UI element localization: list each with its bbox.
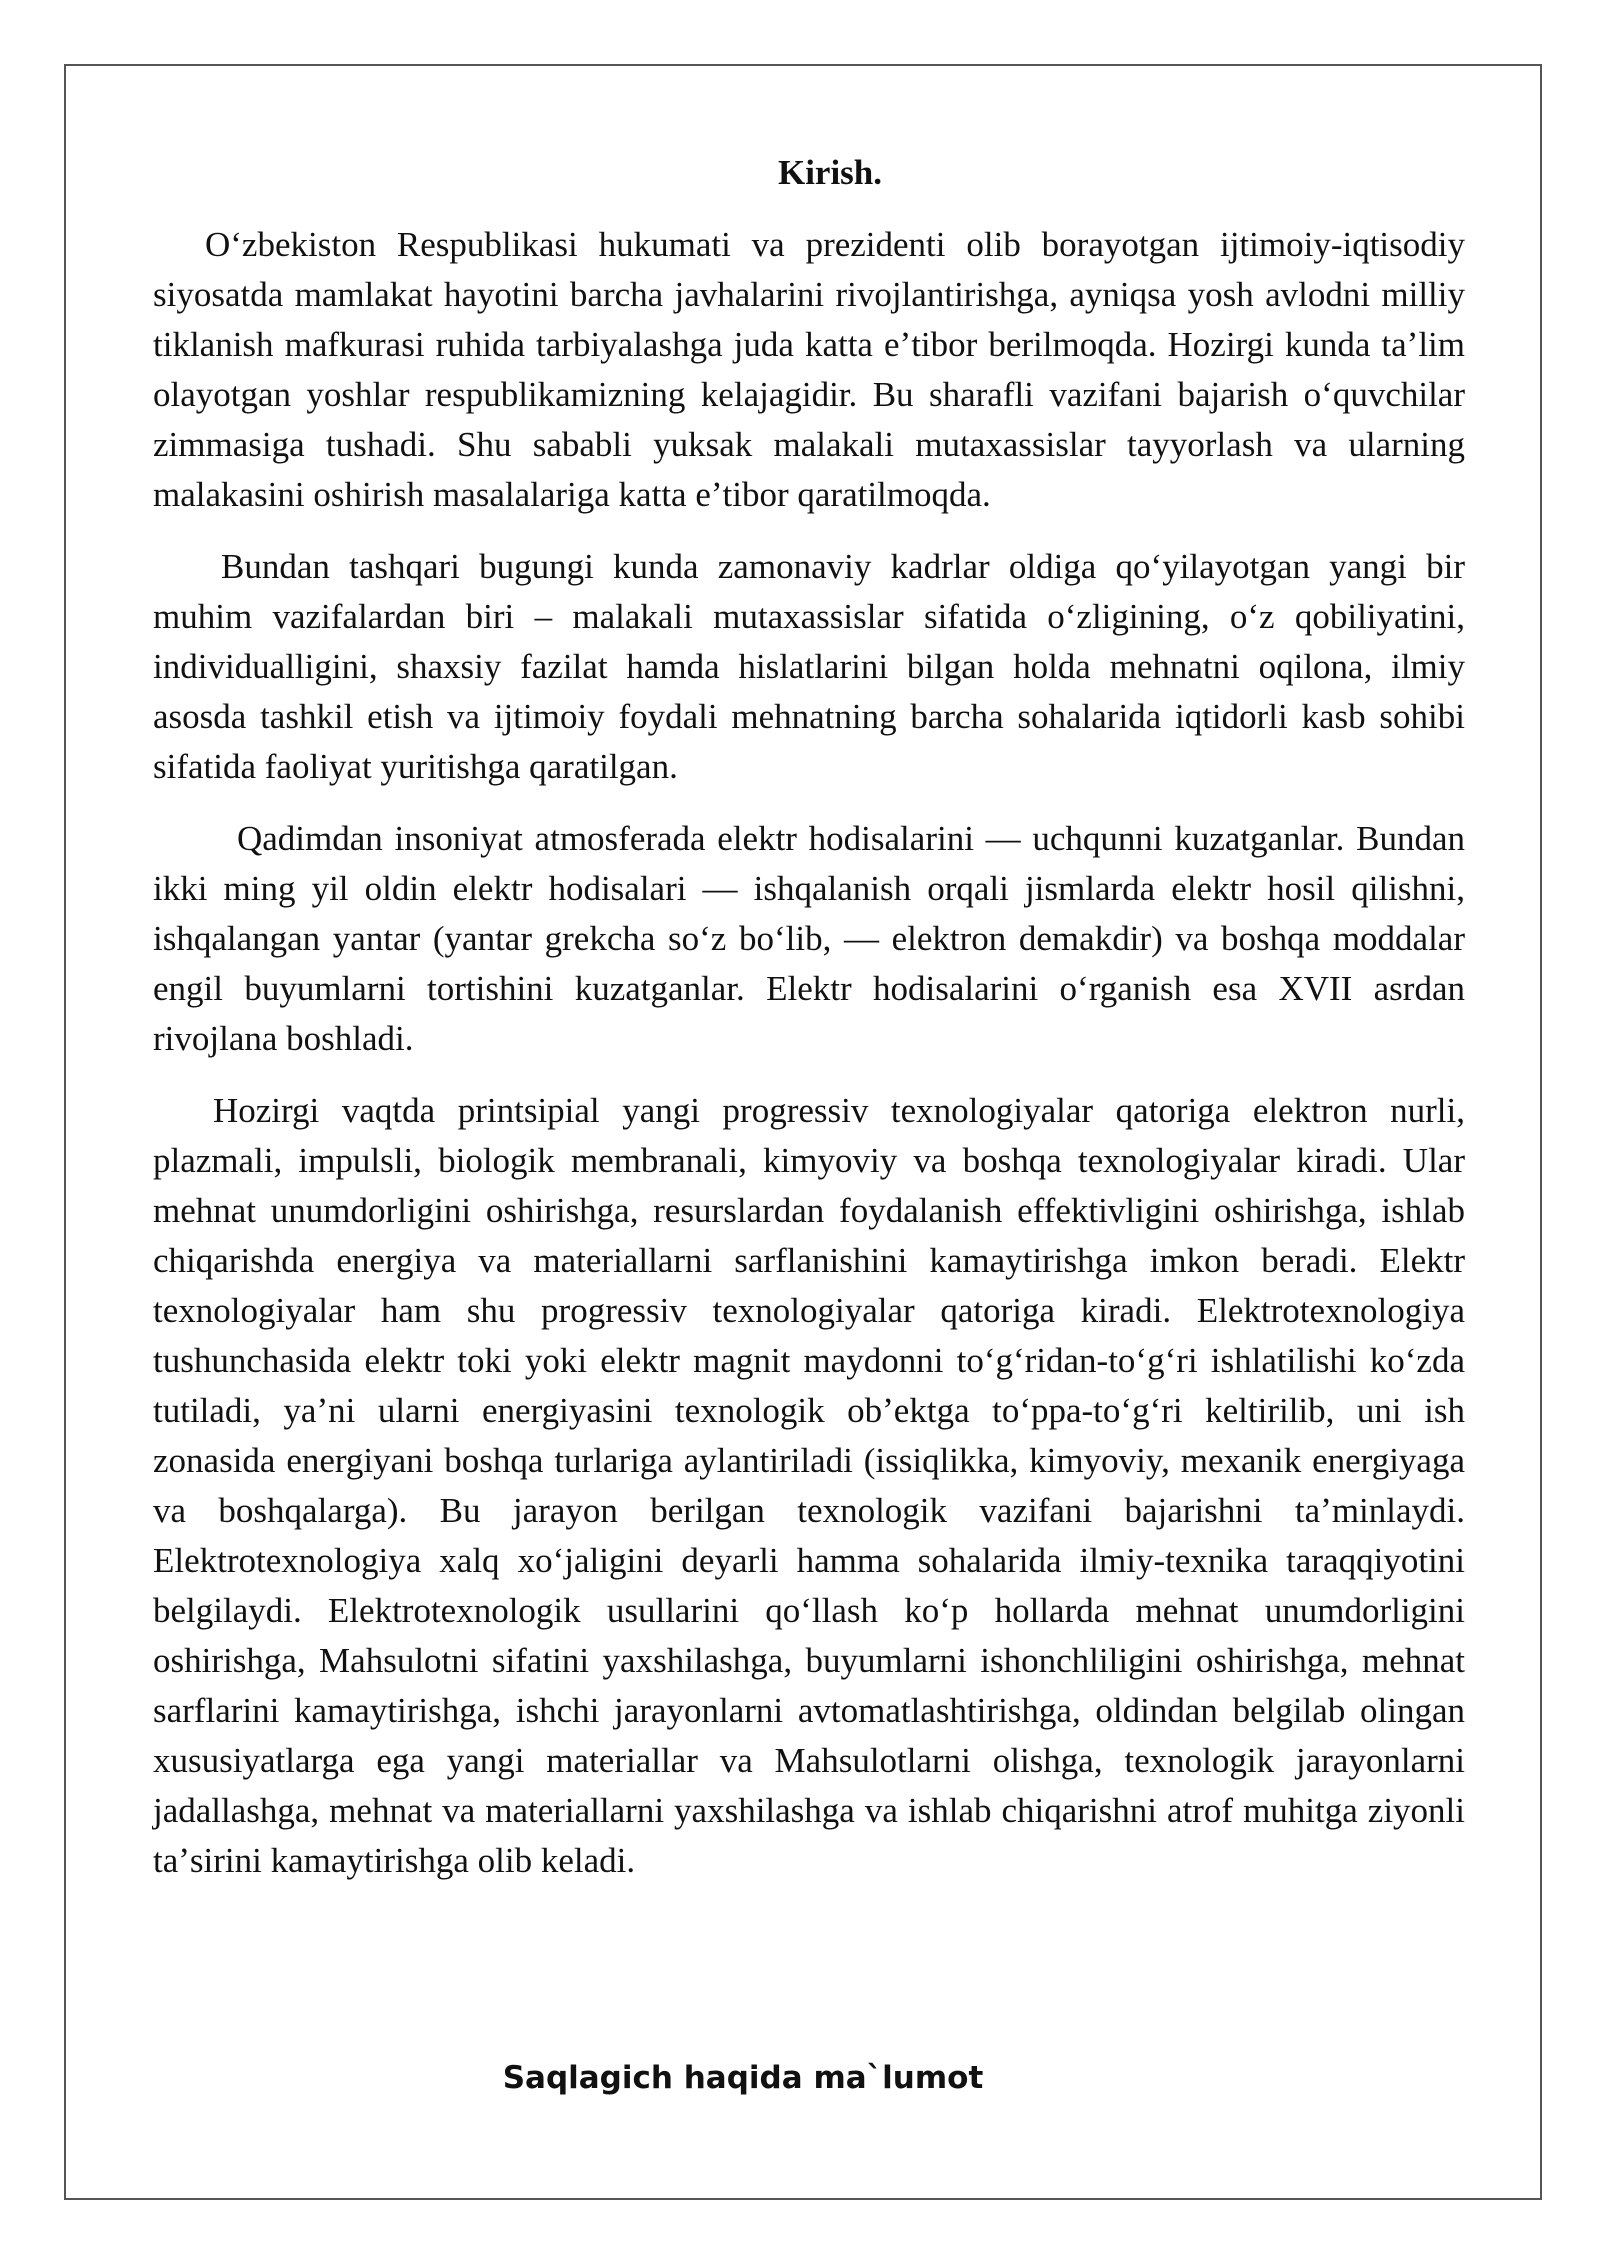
next-section-title-wrapper — [0, 2060, 1600, 2096]
paragraph-4: Hozirgi vaqtda printsipial yangi progressiv texnologiyalar qatoriga elektron nurli, plazmali, impulsli, biologik membranali, kimyoviy va boshqa texnologiyalar kiradi. Ular mehnat unumdorligini oshirishga, resurslardan foydalanish effektivligini oshirishga, ishlab chiqarishda energiya va materiallarni sarflanishini kamaytirishga imkon beradi. Elektr texnologiyalar ham shu progressiv texnologiyalar qatoriga kiradi. Elektrotexnologiya tushunchasida elektr toki yoki elektr magnit maydonni toʻgʻridan-toʻgʻri ishlatilishi koʻzda tutiladi, yaʼni ularni energiyasini texnologik obʼektga toʻppa-toʻgʻri keltirilib, uni ish zonasida energiyani boshqa turlariga aylantiriladi (issiqlikka, kimyoviy, mexanik energiyaga va boshqalarga). Bu jarayon berilgan texnologik vazifani bajarishni taʼminlaydi. Elektrotexnologiya xalq xoʻjaligini deyarli hamma sohalarida ilmiy-texnika taraqqiyotini belgilaydi. Elektrotexnologik usullarini qoʻllash koʻp hollarda mehnat unumdorligini oshirishga, Mahsulotni sifatini yaxshilashga, buyumlarni ishonchliligini oshirishga, mehnat sarflarini kamaytirishga, ishchi jarayonlarni avtomatlashtirishga, oldindan belgilab olingan xususiyatlarga ega yangi materiallar va Mahsulotlarni olishga, texnologik jarayonlarni jadallashga, mehnat va materiallarni yaxshilashga va ishlab chiqarishni atrof muhitga ziyonli taʼsirini kamaytirishga olib keladi. — [153, 1091, 1465, 1880]
document-body — [153, 148, 1465, 1908]
next-section-title: Saqlagich haqida ma`lumot — [502, 2060, 984, 2096]
section-heading: Kirish. — [777, 153, 883, 192]
paragraph-1: Oʻzbekiston Respublikasi hukumati va prezidenti olib borayotgan ijtimoiy-iqtisodiy siyosatda mamlakat hayotini barcha javhalarini rivojlantirishga, ayniqsa yosh avlodni milliy tiklanish mafkurasi ruhida tarbiyalashga juda katta eʼtibor berilmoqda. Hozirgi kunda taʼlim olayotgan yoshlar respublikamizning kelajagidir. Bu sharafli vazifani bajarish oʻquvchilar zimmasiga tushadi. Shu sababli yuksak malakali mutaxassislar tayyorlash va ularning malakasini oshirish masalalariga katta eʼtibor qaratilmoqda. — [153, 225, 1465, 514]
paragraph-3: Qadimdan insoniyat atmosferada elektr hodisalarini — uchqunni kuzatganlar. Bundan ikki ming yil oldin elektr hodisalari — ishqalanish orqali jismlarda elektr hosil qilishni, ishqalangan yantar (yantar grekcha soʻz boʻlib, — elektron demakdir) va boshqa moddalar engil buyumlarni tortishini kuzatganlar. Elektr hodisalarini oʻrganish esa XVII asrdan rivojlana boshladi. — [153, 819, 1465, 1058]
paragraph-2: Bundan tashqari bugungi kunda zamonaviy kadrlar oldiga qoʻyilayotgan yangi bir muhim vazifalardan biri – malakali mutaxassislar sifatida oʻzligining, oʻz qobiliyatini, individualligini, shaxsiy fazilat hamda hislatlarini bilgan holda mehnatni oqilona, ilmiy asosda tashkil etish va ijtimoiy foydali mehnatning barcha sohalarida iqtidorli kasb sohibi sifatida faoliyat yuritishga qaratilgan. — [153, 547, 1465, 786]
